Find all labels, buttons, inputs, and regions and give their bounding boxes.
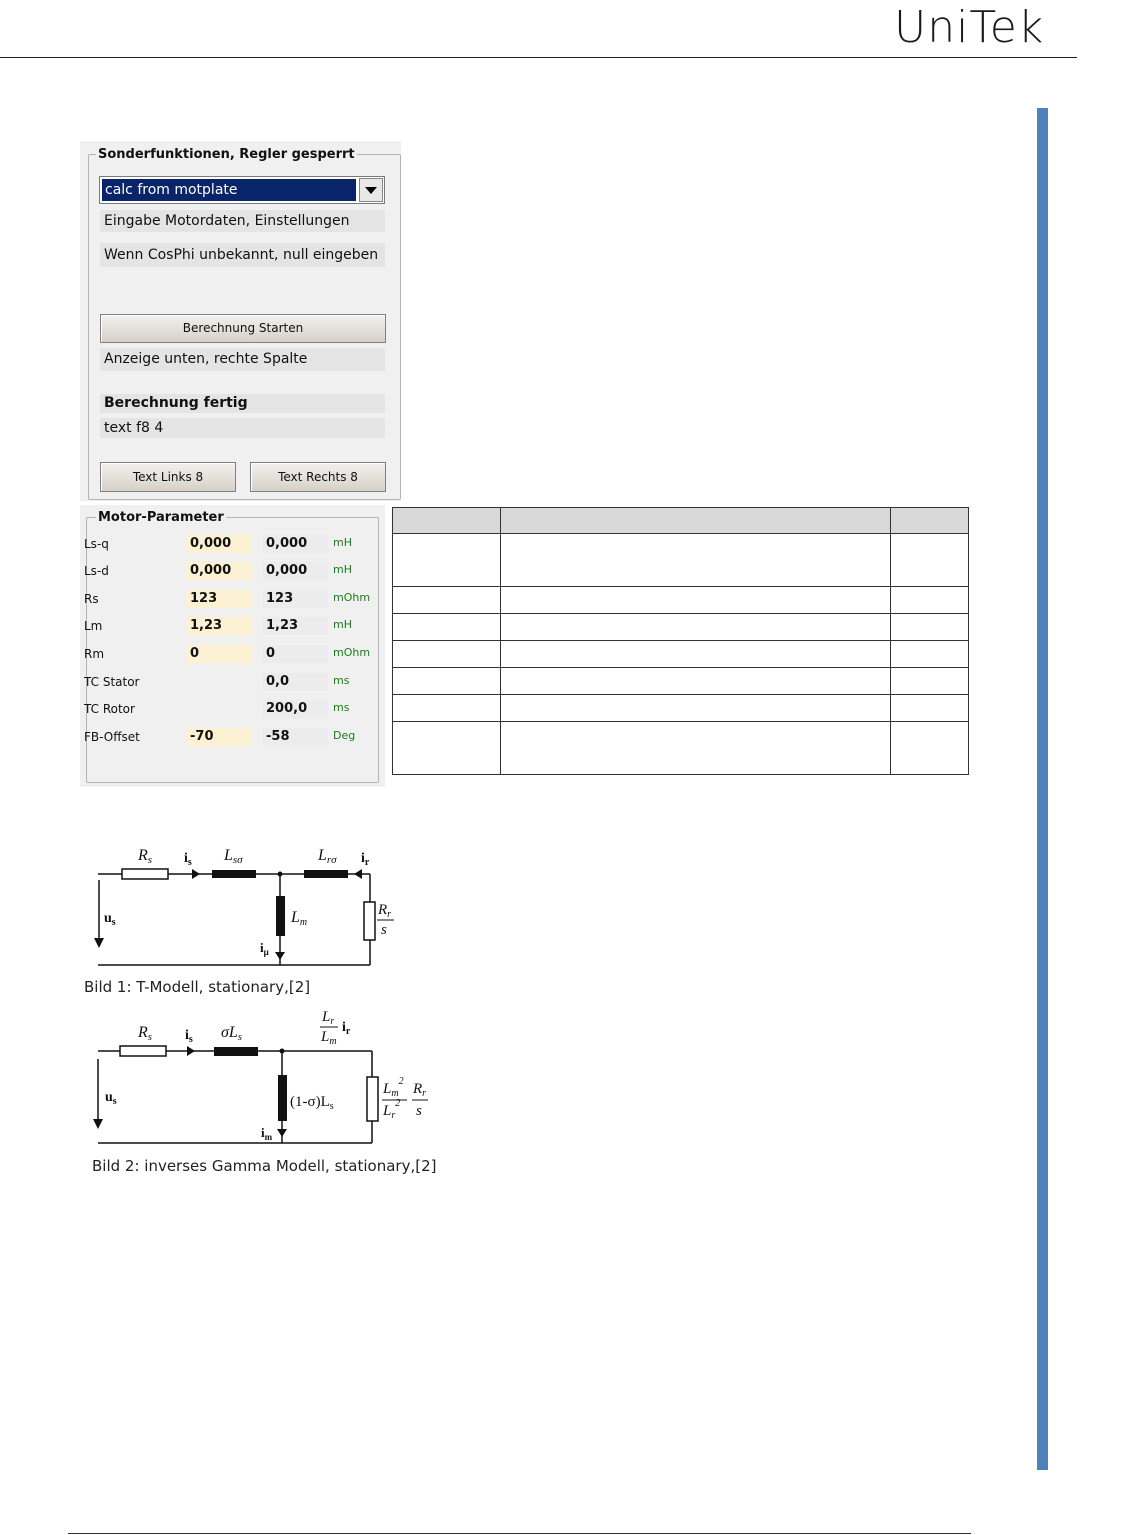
table-row [393,587,969,614]
param-input[interactable]: 0,000 [186,535,252,553]
param-name: TC Stator [84,675,140,689]
label-is: $i_s$ [185,1028,193,1045]
side-accent-bar [1037,108,1048,1470]
param-input[interactable]: 0 [186,645,252,663]
param-unit: ms [333,701,350,714]
param-unit: mH [333,536,352,549]
param-input[interactable]: 0,000 [186,562,252,580]
table-header-cell [891,508,969,534]
param-unit: mH [333,618,352,631]
param-input[interactable]: 123 [186,590,252,608]
label-ls-sigma: Lsσ [224,847,243,866]
sonderfunktionen-panel [80,141,401,501]
group-title: Motor-Parameter [98,510,224,525]
info-motordaten: Eingabe Motordaten, Einstellungen [100,210,385,232]
label-rr: $R_r$ [413,1081,427,1099]
label-lm: Lm [291,909,308,928]
label-lr-sigma: Lrσ [318,847,337,866]
text-f8: text f8 4 [100,418,385,438]
t-model-diagram [90,840,410,975]
table-row [393,614,969,641]
header-rule [0,57,1077,58]
berechnung-starten-button[interactable]: Berechnung Starten [100,314,386,343]
param-name: TC Rotor [84,702,135,716]
param-name: Lm [84,619,103,633]
param-result: 0,000 [262,535,328,553]
label-us: $u_s$ [104,911,116,928]
table-header-cell [393,508,501,534]
label-mag-inductance: $(1-\sigma)L_s$ [290,1094,334,1112]
param-result: 200,0 [262,700,328,718]
label-lm: $L_m$ [321,1029,337,1047]
text-links-button[interactable]: Text Links 8 [100,462,236,492]
table-row [393,722,969,775]
chevron-down-icon[interactable] [359,178,383,202]
function-select[interactable] [99,176,385,204]
param-name: Ls-d [84,564,109,578]
label-rs: Rs [138,1024,153,1043]
label-im: $i_m$ [261,1125,273,1142]
function-select-value: calc from motplate [102,179,356,201]
label-slip: s [416,1103,422,1119]
label-ir: $i_r$ [361,851,370,868]
inverse-gamma-model-diagram [90,1003,450,1151]
label-sigma-ls: σLs [221,1024,243,1043]
figure-2-caption: Bild 2: inverses Gamma Modell, stationary,[2] [92,1157,437,1175]
label-lm2: $L_m^2$ [383,1076,404,1099]
param-input[interactable]: 1,23 [186,617,252,635]
table-row [393,695,969,722]
table-row [393,668,969,695]
param-result: 0,0 [262,673,328,691]
label-lr2: $L_r^2$ [383,1098,401,1121]
table-row [393,641,969,668]
param-name: Rs [84,592,99,606]
label-us: $u_s$ [105,1090,117,1107]
figure-1-caption: Bild 1: T-Modell, stationary,[2] [84,978,311,996]
param-name: FB-Offset [84,730,140,744]
param-result: 0 [262,645,328,663]
param-input[interactable]: -70 [186,728,252,746]
param-unit: Deg [333,729,356,742]
parameter-table [392,507,969,783]
text-rechts-button[interactable]: Text Rechts 8 [250,462,386,492]
param-name: Ls-q [84,537,109,551]
param-unit: mH [333,563,352,576]
param-result: 0,000 [262,562,328,580]
status-text: Berechnung fertig [100,394,385,413]
motor-parameter-panel [80,505,385,787]
info-cosphi: Wenn CosPhi unbekannt, null eingeben [100,243,385,267]
label-lr: $L_r$ [322,1009,335,1027]
group-title: Sonderfunktionen, Regler gesperrt [98,147,355,162]
param-unit: mOhm [333,646,371,659]
param-result: 123 [262,590,328,608]
footer-rule [68,1533,971,1534]
label-rr: $R_r$ [378,902,392,920]
param-name: Rm [84,647,105,661]
label-ir: $i_r$ [342,1020,351,1037]
table-header-cell [501,508,891,534]
info-anzeige: Anzeige unten, rechte Spalte [100,348,385,371]
param-unit: ms [333,674,350,687]
label-rs: Rs [138,847,153,866]
param-result: 1,23 [262,617,328,635]
param-result: -58 [262,728,328,746]
unitek-logo: UniTek [894,2,1045,53]
label-imu: $i_\mu$ [260,940,269,957]
param-unit: mOhm [333,591,371,604]
label-is: $i_s$ [184,851,192,868]
table-row [393,534,969,587]
label-slip: s [381,922,387,938]
